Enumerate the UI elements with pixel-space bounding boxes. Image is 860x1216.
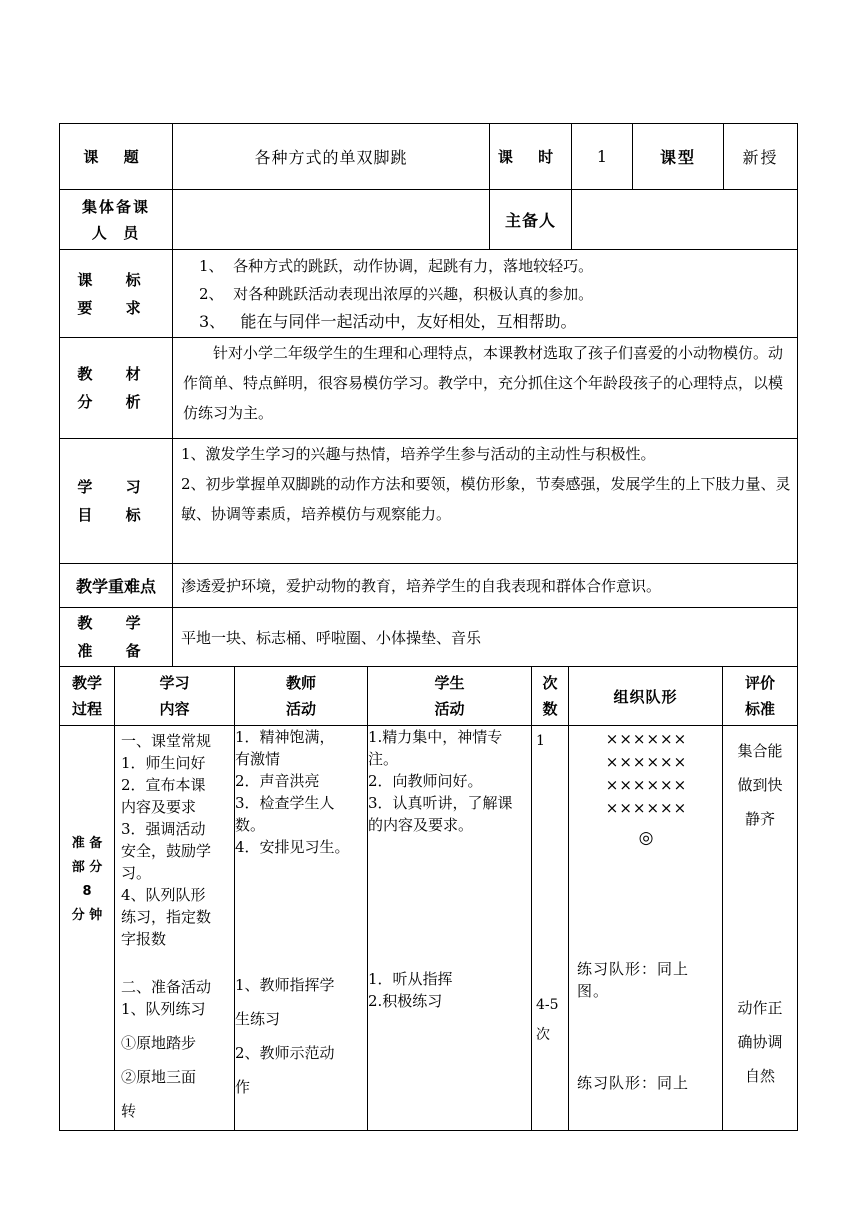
formation-diagram — [577, 728, 716, 856]
col-count-header — [532, 667, 569, 726]
col-process-header — [60, 667, 115, 726]
content-line: ①原地踏步 — [121, 1034, 197, 1052]
lead-label: 主备人 — [490, 190, 572, 250]
col-teacher-line1: 教师 — [285, 674, 316, 692]
teacher-line: 1．精神饱满， — [235, 728, 335, 746]
formation-cell — [569, 726, 723, 1131]
formation-row: ×××××× — [605, 799, 688, 817]
lesson-info-table — [59, 123, 798, 667]
content-line: 练习，指定数 — [121, 908, 212, 926]
eval-line: 静齐 — [744, 810, 775, 828]
teacher-line: 生练习 — [235, 1010, 281, 1028]
student-line: 2.积极练习 — [368, 992, 443, 1010]
formation-row: ×××××× — [605, 730, 688, 748]
student-line: 的内容及要求。 — [368, 816, 474, 834]
count-value: 1 — [536, 733, 545, 749]
eval-line: 确协调 — [737, 1033, 783, 1051]
formation-note: 练习队形：同上 — [577, 960, 690, 978]
student-line: 注。 — [368, 750, 399, 768]
hours-value: 1 — [572, 124, 633, 190]
standards-label — [60, 250, 173, 338]
col-teacher-header — [235, 667, 368, 726]
goals-item-1: 1、激发学生学习的兴趣与热情，培养学生参与活动的主动性与积极性。 — [181, 445, 656, 463]
stage-line4: 分 钟 — [71, 908, 103, 923]
collective-label-line2: 人 员 — [91, 223, 141, 242]
eval-line: 自然 — [744, 1067, 775, 1085]
standards-content — [173, 250, 798, 338]
preparation-label-line2: 准 备 — [77, 642, 155, 660]
material-label-line1: 教 材 — [77, 365, 155, 383]
content-line: 习。 — [121, 864, 152, 882]
topic-value: 各种方式的单双脚跳 — [173, 124, 490, 190]
collective-members — [173, 190, 490, 250]
topic-label: 课 题 — [60, 124, 173, 190]
content-line: 1．师生问好 — [121, 754, 206, 772]
collective-label-line1: 集体备课 — [81, 197, 150, 216]
formation-row: ×××××× — [605, 776, 688, 794]
formation-row: ×××××× — [605, 753, 688, 771]
teacher-line: 1、教师指挥学 — [235, 976, 335, 994]
col-formation-header: 组织队形 — [569, 667, 723, 726]
standards-item-3: 3、 能在与同伴一起活动中，友好相处，互相帮助。 — [199, 311, 577, 331]
col-process-line1: 教学 — [71, 674, 102, 692]
teacher-line: 数。 — [235, 816, 266, 834]
teacher-line: 2、教师示范动 — [235, 1044, 335, 1062]
stage-line1: 准 备 — [71, 836, 103, 851]
goals-content — [173, 439, 798, 564]
teacher-line: 2．声音洪亮 — [235, 772, 320, 790]
teacher-cell — [235, 726, 368, 1131]
goals-item-2: 2、初步掌握单双脚跳的动作方法和要领，模仿形象，节奏感强，发展学生的上下肢力量、灵敏、协调等素质，培养模仿与观察能力。 — [181, 475, 791, 523]
col-content-header — [115, 667, 235, 726]
formation-note: 图。 — [577, 982, 610, 1000]
student-line: 1．听从指挥 — [368, 970, 453, 988]
col-process-line2: 过程 — [71, 700, 102, 718]
student-line: 1.精力集中，神情专 — [368, 728, 503, 746]
count-cell — [532, 726, 569, 1131]
teacher-position-icon: ◎ — [638, 828, 655, 848]
col-content-line2: 内容 — [159, 700, 190, 718]
col-student-header — [368, 667, 532, 726]
content-line: 一、课堂常规 — [121, 732, 212, 750]
col-eval-header — [723, 667, 798, 726]
content-line: 字报数 — [121, 930, 167, 948]
teacher-line: 4．安排见习生。 — [235, 838, 350, 856]
student-line: 3．认真听讲，了解课 — [368, 794, 513, 812]
col-student-line1: 学生 — [434, 674, 465, 692]
count-value: 次 — [536, 1027, 550, 1043]
content-line: 4、队列队形 — [121, 886, 206, 904]
student-cell — [368, 726, 532, 1131]
stage-cell — [60, 726, 115, 1131]
student-line: 2．向教师问好。 — [368, 772, 483, 790]
stage-line2: 部 分 — [71, 860, 103, 875]
teacher-line: 3．检查学生人 — [235, 794, 335, 812]
count-value: 4-5 — [536, 997, 559, 1013]
goals-label — [60, 439, 173, 564]
preparation-label — [60, 608, 173, 667]
eval-line: 集合能 — [737, 742, 783, 760]
standards-label-line1: 课 标 — [77, 270, 155, 289]
content-line: 3．强调活动 — [121, 820, 206, 838]
eval-line: 动作正 — [737, 999, 783, 1017]
standards-item-1: 1、 各种方式的跳跃，动作协调，起跳有力，落地较轻巧。 — [199, 256, 594, 275]
material-text: 针对小学二年级学生的生理和心理特点，本课教材选取了孩子们喜爱的小动物模仿。动作简单、特点鲜明，很容易模仿学习。教学中，充分抓住这个年龄段孩子的心理特点，以模仿练习为主。 — [183, 344, 784, 422]
content-line: 2．宣布本课 — [121, 776, 206, 794]
content-line: 内容及要求 — [121, 798, 197, 816]
content-line: 1、队列练习 — [121, 1000, 206, 1018]
col-count-line2: 数 — [542, 700, 558, 718]
teacher-line: 作 — [235, 1078, 251, 1096]
hours-label: 课 时 — [490, 124, 572, 190]
col-student-line2: 活动 — [434, 700, 465, 718]
teacher-line: 有激情 — [235, 750, 281, 768]
col-content-line1: 学习 — [159, 674, 190, 692]
eval-cell — [723, 726, 798, 1131]
material-label — [60, 338, 173, 439]
content-cell — [115, 726, 235, 1131]
content-line: ②原地三面 — [121, 1068, 197, 1086]
lead-value — [572, 190, 798, 250]
col-eval-line1: 评价 — [744, 674, 775, 692]
key-points-text: 渗透爱护环境，爱护动物的教育，培养学生的自我表现和群体合作意识。 — [173, 564, 798, 608]
col-teacher-line2: 活动 — [285, 700, 316, 718]
standards-label-line2: 要 求 — [77, 298, 155, 317]
material-content — [173, 338, 798, 439]
col-eval-line2: 标准 — [744, 700, 775, 718]
stage-line3: 8 — [82, 884, 92, 899]
preparation-label-line1: 教 学 — [77, 614, 155, 632]
material-label-line2: 分 析 — [77, 393, 155, 411]
process-table — [59, 666, 798, 1131]
col-count-line1: 次 — [542, 674, 558, 692]
collective-label — [60, 190, 173, 250]
goals-label-line1: 学 习 — [77, 478, 155, 496]
goals-label-line2: 目 标 — [77, 506, 155, 524]
formation-note: 练习队形：同上 — [577, 1074, 690, 1092]
standards-item-2: 2、 对各种跳跃活动表现出浓厚的兴趣，积极认真的参加。 — [199, 284, 594, 303]
eval-line: 做到快 — [737, 776, 783, 794]
content-line: 二、准备活动 — [121, 978, 212, 996]
content-line: 转 — [121, 1102, 137, 1120]
key-points-label: 教学重难点 — [60, 564, 173, 608]
content-line: 安全，鼓励学 — [121, 842, 212, 860]
type-label: 课型 — [633, 124, 724, 190]
type-value: 新授 — [724, 124, 798, 190]
preparation-text: 平地一块、标志桶、呼啦圈、小体操垫、音乐 — [173, 608, 798, 667]
